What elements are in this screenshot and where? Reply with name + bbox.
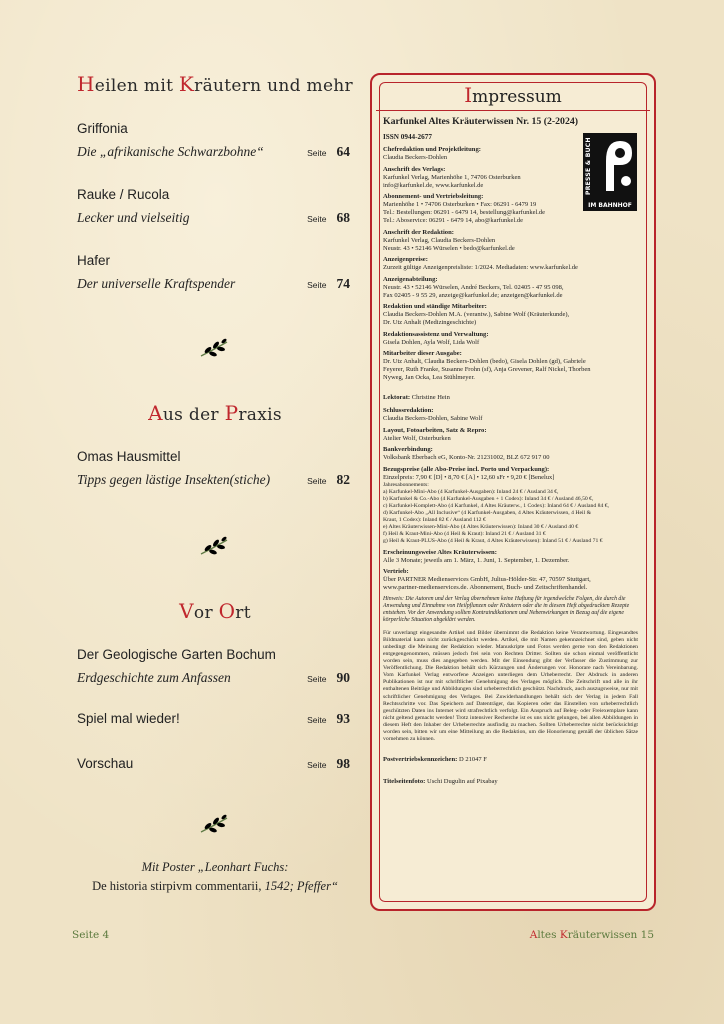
toc-entry-spiel-mal-wieder[interactable]	[77, 711, 350, 727]
abo-line: d) Karfunkel-Abo „All Inclusive“ (4 Karfunkel-Ausgaben, 4 Altes Kräuterwissen, 4 Heil &	[383, 509, 592, 516]
impressum-section	[383, 166, 638, 190]
section-heading-vor-ort: Vor Ort	[179, 599, 251, 623]
entry-subtitle: Tipps gegen lästige Insekten(stiche)	[77, 472, 271, 487]
entry-title: Spiel mal wieder!	[77, 711, 180, 726]
entry-page-number: 64	[336, 144, 350, 159]
postvertrieb: Postvertriebskennzeichen: D 21047 F	[383, 756, 487, 764]
section-line: Gisela Dohlen, Ayla Wolf, Lida Wolf	[383, 338, 480, 346]
section-line: Claudia Beckers-Dohlen	[383, 154, 448, 161]
section-line: Tel.: Aboservice: 06291 - 6479 14, abo@karfunkel.de	[383, 217, 524, 224]
section-line: Zurzeit gültige Anzeigenpreisliste: 1/2024. Mediadaten: www.karfunkel.de	[383, 264, 578, 271]
toc-entry-hafer[interactable]	[77, 253, 350, 292]
abo-line: c) Karfunkel-Komplett-Abo (4 Karfunkel, 4 Altes Kräuterw., 1 Codex): Inland 64 € / Ausland 84 €,	[383, 502, 609, 509]
impressum-section	[383, 303, 638, 327]
section-line: Nyweg, Jan Ocka, Lea Stühlmeyer.	[383, 374, 475, 381]
impressum-divider	[376, 110, 650, 111]
section-line: Claudia Beckers-Dohlen, Sabine Wolf	[383, 415, 483, 422]
entry-page-number: 98	[336, 756, 350, 771]
section-line: www.partner-medienservices.de. Abonnement, Buch- und Zeitschriftenhandel.	[383, 584, 588, 592]
entry-page-number: 82	[336, 472, 350, 487]
section-line: Neustr. 43 • 52146 Würselen • bedo@karfunkel.de	[383, 244, 515, 252]
section-line: Dr. Utz Anhalt, Claudia Beckers-Dohlen (bedo), Gisela Dohlen (gd), Gabriele	[383, 358, 586, 365]
section-heading: Mitarbeiter dieser Ausgabe:	[383, 350, 462, 357]
section-heading: Erscheinungsweise Altes Kräuterwissen:	[383, 548, 497, 556]
section-line: Volksbank Eberbach eG, Konto-Nr. 21231002, BLZ 672 917 00	[383, 454, 550, 461]
section-line: info@karfunkel.de, www.karfunkel.de	[383, 181, 484, 189]
entry-page-number: 90	[336, 670, 350, 685]
toc-entry-rauke[interactable]	[77, 187, 350, 226]
page-footer-left: Seite 4	[72, 929, 110, 941]
entry-title: Rauke / Rucola	[77, 187, 170, 202]
entry-page-number: 93	[336, 711, 350, 726]
impressum-title: Impressum	[464, 83, 562, 107]
toc-entry-vorschau[interactable]	[77, 756, 350, 772]
hinweis-note: Hinweis: Die Autoren und der Verlag übernehmen keine Haftung für irgendwelche Folgen, die durch die Anwendung und Einnahme von Heilpflanzen oder Kräutern oder die in diesem Heft abgedruckten Rezepte entstehen. Vor der Anwendung sollten Kontraindikationen und Nebenwirkungen in Bezug auf die eigene körperliche Situation abgeklärt werden.	[383, 595, 630, 624]
section-heading: Redaktion und ständige Mitarbeiter:	[383, 303, 487, 310]
legal-text: Für unverlangt eingesandte Artikel und Bilder übernimmt die Redaktion keine Verantwortung. Eingesandtes Bildmaterial kann nicht zurückgeschickt werden. Artikel, die mit Namen gekennzeichnet sind, geben nicht unbedingt die Meinung der Redaktion wieder. Manuskripte und Fotos werden gerne von den Redaktionen entgegengenommen, müssen jedoch frei sein von Rechten Dritter. Sollten sie schon einmal veröffentlicht worden sein, muss dies angegeben werden. Mit der Einsendung gibt der Verfasser die Zustimmung zur Veröffentlichung. Die Redaktion behält sich Kürzungen und Änderungen vor. Honorare nach Vereinbarung. Vom Karfunkel Verlag entworfene Anzeigen unterliegen dem Urheberrecht. Der Abdruck in anderen Publikationen ist nur mit schriftlicher Genehmigung des Verlages möglich. Die Zeitschrift und alle in ihr enthaltenen Beiträge und Abbildungen sind urheberrechtlich geschützt. Nachdruck, auch auszugsweise, nur mit schriftlicher Genehmigung des Verlages. Bei Zuwiderhandlungen behält sich der Verlag in jedem Fall Rechtsschritte vor. Das Speichern auf Datenträger, das Kopieren oder das Einstellen von urheberrechtlich geschützten Daten ins Internet wird strafrechtlich verfolgt. Ein Anspruch auf Beleg- oder Freiexemplare kann nicht geltend gemacht werden! Trotz intensiver Recherche ist es uns nicht gelungen, bei allen Abbildungen in diesem Heft den Inhaber der Urheberrechte ausfindig zu machen. Sollten Urheberrechte nicht berücksichtigt worden sein, bitten wir um eine Mitteilung an die Redaktion, um die Honorierung gemäß der üblichen Sätze vornehmen zu können.	[383, 629, 638, 743]
entry-page-number: 68	[336, 210, 350, 225]
toc-entry-geologischer-garten[interactable]	[77, 647, 350, 686]
section-heading-heilen: Heilen mit Kräutern und mehr	[77, 72, 353, 96]
entry-title: Der Geologische Garten Bochum	[77, 647, 276, 662]
poster-line-2: De historia stirpivm commentarii, 1542; Pfeffer“	[92, 879, 338, 893]
abo-line: Kraut, 1 Codex): Inland 82 € / Ausland 112 €	[383, 516, 486, 523]
entry-title: Omas Hausmittel	[77, 449, 181, 464]
impressum-section	[383, 549, 638, 565]
abo-line: f) Heil & Kraut-Mini-Abo (4 Heil & Kraut): Inland 21 € / Ausland 31 €	[383, 531, 546, 538]
impressum-section	[383, 446, 638, 462]
entry-seite-label: Seite	[307, 760, 327, 770]
entry-seite-label: Seite	[307, 674, 327, 684]
impressum-section	[383, 229, 638, 253]
impressum-section	[383, 193, 638, 225]
impressum-section	[383, 146, 638, 162]
issn: ISSN 0944-2677	[383, 133, 432, 141]
herb-sprig-icon	[199, 536, 229, 558]
entry-seite-label: Seite	[307, 715, 327, 725]
section-heading: Anschrift des Verlags:	[383, 165, 446, 173]
section-heading: Bankverbindung:	[383, 446, 433, 453]
impressum-sections-2	[383, 407, 638, 462]
entry-seite-label: Seite	[307, 214, 327, 224]
section-line: Karfunkel Verlag, Claudia Beckers-Dohlen	[383, 236, 496, 244]
abo-line: e) Altes Kräuterwissen-Mini-Abo (4 Altes Kräuterwissen): Inland 30 € / Ausland 40 €	[383, 524, 579, 531]
impressum-sections-3	[383, 549, 638, 593]
abo-list	[383, 482, 638, 546]
section-line: Fax 02405 - 9 55 29, anzeige@karfunkel.de; anzeigen@karfunkel.de	[383, 291, 563, 299]
impressum-section	[383, 427, 638, 443]
section-line: Tel.: Bestellungen: 06291 - 6479 14, bestellung@karfunkel.de	[383, 209, 546, 216]
section-heading: Anzeigenabteilung:	[383, 275, 438, 283]
entry-subtitle: Die „afrikanische Schwarzbohne“	[77, 144, 264, 159]
section-heading: Abonnement- und Vertriebsleitung:	[383, 193, 484, 200]
titelfoto: Titelseitenfoto: Uschi Dugulin auf Pixabay	[383, 777, 498, 785]
impressum-section	[383, 568, 638, 592]
poster-line-1: Mit Poster „Leonhart Fuchs:	[141, 860, 289, 874]
entry-subtitle: Der universelle Kraftspender	[77, 276, 236, 291]
section-line: Neustr. 43 • 52146 Würselen, André Beckers, Tel. 02405 - 47 95 098,	[383, 283, 564, 291]
herb-sprig-icon	[199, 338, 229, 360]
entry-subtitle: Lecker und vielseitig	[77, 210, 190, 225]
page-footer-right: Altes Kräuterwissen 15	[529, 929, 654, 941]
section-heading: Schlussredaktion:	[383, 407, 434, 414]
section-heading: Layout, Fotoarbeiten, Satz & Repro:	[383, 426, 487, 434]
magazine-issue: Karfunkel Altes Kräuterwissen Nr. 15 (2-2024)	[383, 116, 579, 127]
section-line: Feyerer, Ruth Franke, Susanne Frohn (sf), Anja Grevener, Ralf Nickel, Thorben	[383, 366, 591, 373]
impressum-section	[383, 407, 638, 423]
entry-title: Hafer	[77, 253, 111, 268]
section-line: Alle 3 Monate; jeweils am 1. März, 1. Juni, 1. September, 1. Dezember.	[383, 556, 570, 564]
entry-subtitle: Erdgeschichte zum Anfassen	[77, 670, 231, 685]
herb-sprig-icon	[199, 814, 229, 836]
impressum-lektorat: Lektorat: Christine Hein	[383, 393, 450, 401]
entry-seite-label: Seite	[307, 148, 327, 158]
section-heading-praxis: Aus der Praxis	[148, 401, 282, 425]
entry-seite-label: Seite	[307, 476, 327, 486]
impressum-section	[383, 276, 638, 300]
impressum-section	[383, 256, 638, 272]
section-line: Claudia Beckers-Dohlen M.A. (verantw.), Sabine Wolf (Kräuterkunde),	[383, 311, 570, 318]
entry-title: Griffonia	[77, 121, 128, 136]
section-heading: Redaktionsassistenz und Verwaltung:	[383, 330, 489, 338]
section-line: Atelier Wolf, Osterburken	[383, 434, 451, 442]
section-heading: Anschrift der Redaktion:	[383, 228, 454, 236]
toc-entry-griffonia[interactable]	[77, 121, 350, 160]
abo-line: g) Heil & Kraut-PLUS-Abo (4 Heil & Kraut, 4 Altes Kräuterwissen): Inland 51 € / Ausland 71 €	[383, 538, 603, 545]
section-line: Marienhöhe 1 • 74706 Osterburken • Fax: 06291 - 6479 19	[383, 201, 537, 208]
section-heading: Vertrieb:	[383, 568, 409, 576]
entry-title: Vorschau	[77, 756, 134, 771]
abo-line: a) Karfunkel-Mini-Abo (4 Karfunkel-Ausgaben): Inland 24 € / Ausland 34 €,	[383, 488, 559, 495]
section-heading: Chefredaktion und Projektleitung:	[383, 146, 481, 153]
section-line: Karfunkel Verlag, Marienhöhe 1, 74706 Osterburken	[383, 173, 521, 181]
impressum-box	[370, 73, 656, 911]
impressum-section	[383, 350, 638, 382]
abo-line: b) Karfunkel & Co.-Abo (4 Karfunkel-Ausgaben + 1 Codex): Inland 34 € / Ausland 46,50 €,	[383, 495, 594, 502]
entry-page-number: 74	[336, 276, 350, 291]
toc-entry-omas-hausmittel[interactable]	[77, 449, 350, 488]
entry-seite-label: Seite	[307, 280, 327, 290]
abo-line: Jahresabonnements:	[383, 481, 429, 488]
section-line: Dr. Utz Anhalt (Medizingeschichte)	[383, 319, 477, 326]
impressum-bezugspreise: Bezugspreise (alle Abo-Preise incl. Porto und Verpackung): Einzelpreis: 7,90 € [D] • 8,70 € [A] • 12,60 sFr • 9,20 € [Benelux] Jahresabonnements: a) Karfunkel-Mini-Abo (4 Karfunkel-Ausgaben): Inland 24 € / Ausland 34 €, b) Karfunkel & Co.-Abo (4 Karfunkel-Ausgaben + 1 Codex): Inland 34 € / Ausland 46,50 €, c) Karfunkel-Komplett-Abo (4 Karfunkel, 4 Altes Kräuterw., 1 Codex): Inland 64 € / Ausland 84 €, d) Karfunkel-Abo „All Inclusive“ (4 Karfunkel-Ausgaben, 4 Altes Kräuterwissen, 4 Heil & Kraut, 1 Codex): Inland 82 € / Ausland 112 € e) Altes Kräuterwissen-Mini-Abo (4 Altes Kräuterwissen): Inland 30 € / Ausland 40 € f) Heil & Kraut-Mini-Abo (4 Heil & Kraut): Inland 21 € / Ausland 31 € g) Heil & Kraut-PLUS-Abo (4 Heil & Kraut, 4 Altes Kräuterwissen): Inland 51 € / Ausland 71 €	[383, 466, 638, 546]
section-heading: Anzeigenpreise:	[383, 256, 428, 263]
impressum-content	[383, 116, 638, 791]
presse-buch-logo: PRESSE & BUCH IM BAHNHOF	[583, 133, 637, 211]
impressum-section	[383, 331, 638, 347]
section-line: Über PARTNER Medienservices GmbH, Julius-Hölder-Str. 47, 70597 Stuttgart,	[383, 576, 591, 584]
impressum-sections-1	[383, 146, 638, 382]
poster-note	[70, 858, 360, 896]
